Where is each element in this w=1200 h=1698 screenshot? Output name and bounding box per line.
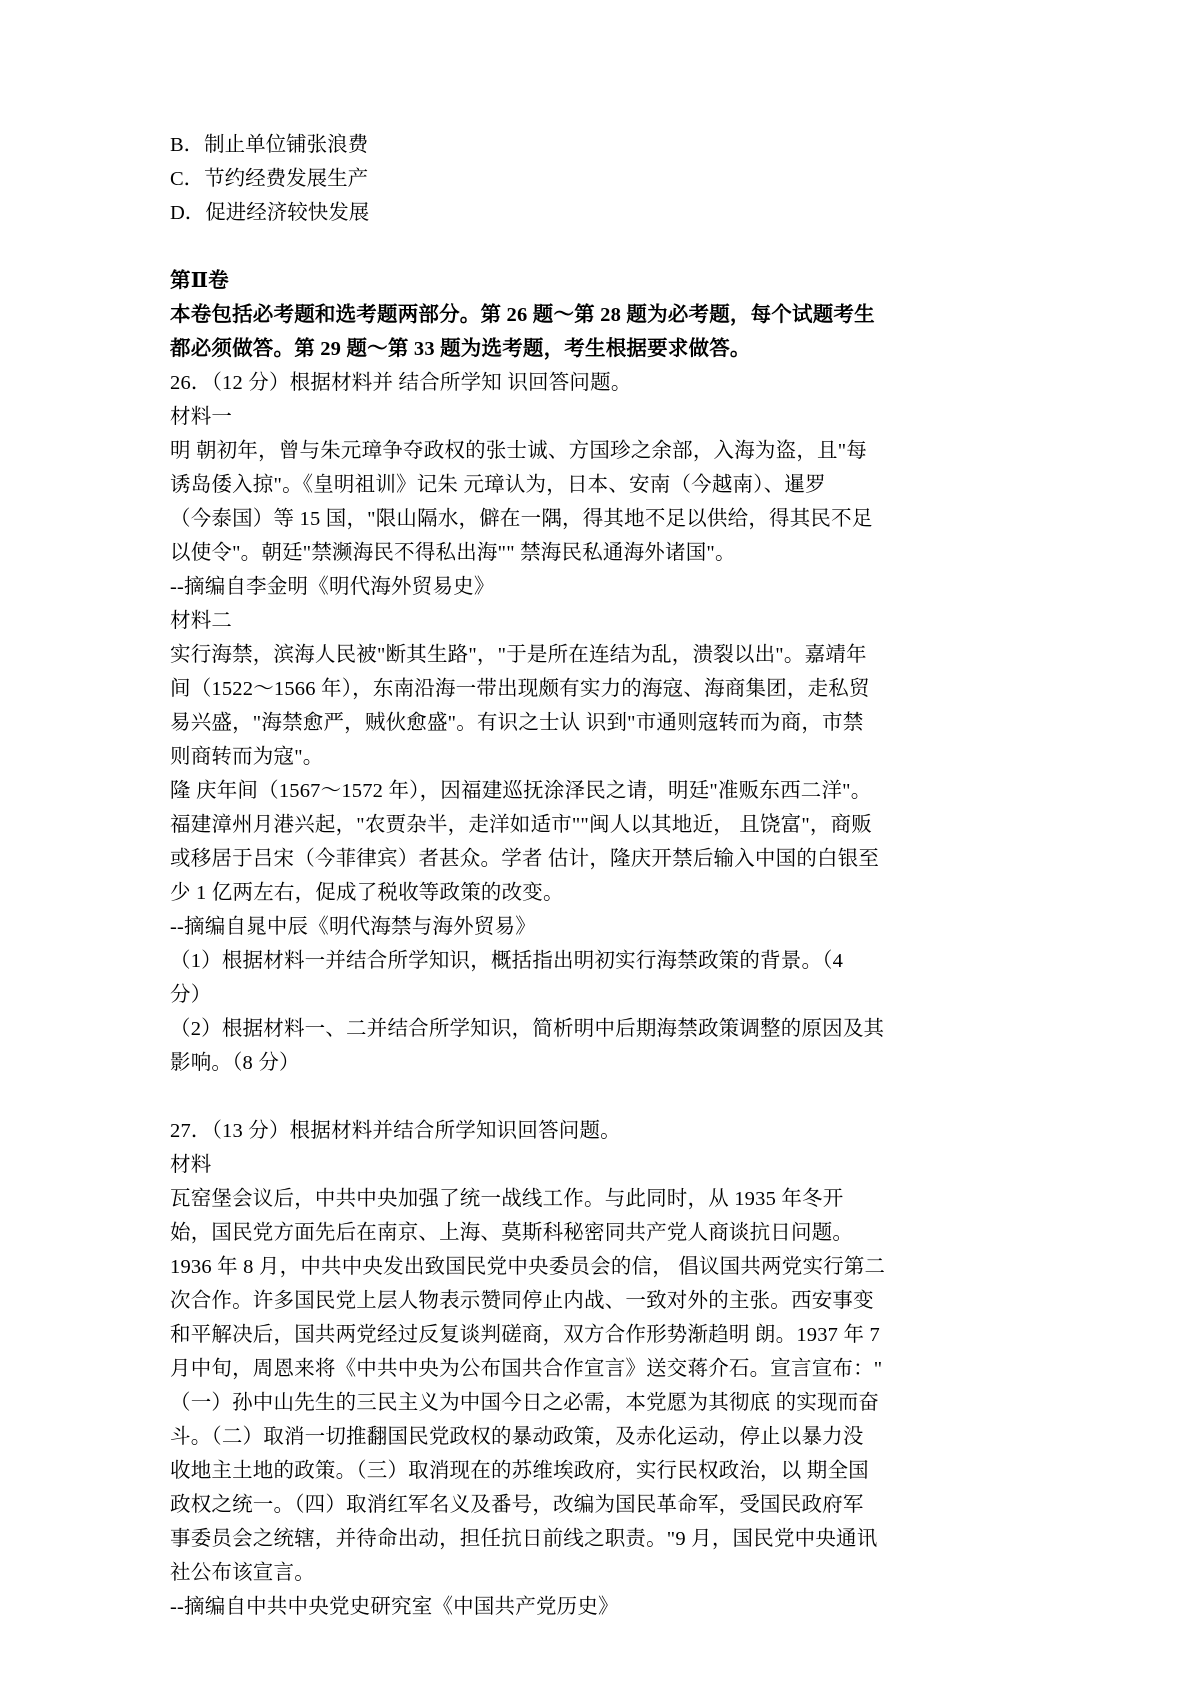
spacer — [170, 230, 1030, 264]
question-26-sub-1-line-2: 分） — [170, 984, 212, 1006]
question-26-material-2-line-8: 少 1 亿两左右，促成了税收等政策的改变。 — [170, 882, 564, 904]
question-27-material-line-9: 收地主土地的政策。（三）取消现在的苏维埃政府，实行民权政治，以 期全国 — [170, 1460, 869, 1482]
section-instruction-line-2: 都必须做答。第 29 题～第 33 题为选考题，考生根据要求做答。 — [170, 338, 751, 360]
question-26-material-1-line-3: （今泰国）等 15 国，"限山隔水，僻在一隅，得其地不足以供给，得其民不足 — [170, 508, 873, 530]
section-instructions — [170, 298, 1030, 366]
question-26-material-2-line-2: 间（1522～1566 年），东南沿海一带出现颇有实力的海寇、海商集团，走私贸 — [170, 678, 870, 700]
question-26-material-2-line-7: 或移居于吕宋（今菲律宾）者甚众。学者 估计，隆庆开禁后输入中国的白银至 — [170, 848, 880, 870]
question-26-material-2-source: --摘编自晁中辰《明代海禁与海外贸易》 — [170, 916, 536, 938]
question-26-material-1-line-1: 明 朝初年，曾与朱元璋争夺政权的张士诚、方国珍之余部，入海为盗，且"每 — [170, 440, 867, 462]
question-26-material-1-source: --摘编自李金明《明代海外贸易史》 — [170, 576, 495, 598]
question-26-material-2-line-1: 实行海禁，滨海人民被"断其生路"，"于是所在连结为乱，溃裂以出"。嘉靖年 — [170, 644, 867, 666]
question-26-material-2-line-3: 易兴盛，"海禁愈严，贼伙愈盛"。有识之士认 识到"市通则寇转而为商，市禁 — [170, 712, 864, 734]
question-26 — [170, 366, 1030, 1080]
question-27-source: --摘编自中共中央党史研究室《中国共产党历史》 — [170, 1596, 619, 1618]
question-26-material-2-line-4: 则商转而为寇"。 — [170, 746, 324, 768]
section-instruction-line-1: 本卷包括必考题和选考题两部分。第 26 题～第 28 题为必考题，每个试题考生 — [170, 304, 875, 326]
question-27-material-line-12: 社公布该宣言。 — [170, 1562, 315, 1584]
question-27-material-line-8: 斗。（二）取消一切推翻国民党政权的暴动政策，及赤化运动，停止以暴力没 — [170, 1426, 864, 1448]
question-27 — [170, 1114, 1030, 1624]
option-b: B．制止单位铺张浪费 — [170, 134, 369, 156]
question-27-stem: 27．（13 分）根据材料并结合所学知识回答问题。 — [170, 1120, 621, 1142]
question-26-material-2-label: 材料二 — [170, 610, 233, 632]
spacer — [170, 1080, 1030, 1114]
section-heading: 第Ⅱ卷 — [170, 270, 229, 292]
question-26-stem: 26．（12 分）根据材料并 结合所学知 识回答问题。 — [170, 372, 632, 394]
question-26-sub-2-line-2: 影响。（8 分） — [170, 1052, 300, 1074]
option-c: C．节约经费发展生产 — [170, 168, 369, 190]
question-27-material-line-2: 始，国民党方面先后在南京、上海、莫斯科秘密同共产党人商谈抗日问题。 — [170, 1222, 854, 1244]
question-26-sub-2-line-1: （2）根据材料一、二并结合所学知识，简析明中后期海禁政策调整的原因及其 — [170, 1018, 885, 1040]
question-27-material-line-6: 月中旬，周恩来将《中共中央为公布国共合作宣言》送交蒋介石。宣言宣布：" — [170, 1358, 883, 1380]
question-27-material-line-3: 1936 年 8 月，中共中央发出致国民党中央委员会的信， 倡议国共两党实行第二 — [170, 1256, 886, 1278]
question-27-material-line-10: 政权之统一。（四）取消红军名义及番号，改编为国民革命军，受国民政府军 — [170, 1494, 864, 1516]
question-27-material-line-5: 和平解决后，国共两党经过反复谈判磋商，双方合作形势渐趋明 朗。1937 年 7 — [170, 1324, 880, 1346]
question-27-material-line-1: 瓦窑堡会议后，中共中央加强了统一战线工作。与此同时，从 1935 年冬开 — [170, 1188, 844, 1210]
question-27-material-line-11: 事委员会之统辖，并待命出动，担任抗日前线之职责。"9 月，国民党中央通讯 — [170, 1528, 878, 1550]
question-26-material-1-label: 材料一 — [170, 406, 233, 428]
options-group — [170, 128, 1030, 230]
question-27-material-line-4: 次合作。许多国民党上层人物表示赞同停止内战、一致对外的主张。西安事变 — [170, 1290, 874, 1312]
question-27-material-label: 材料 — [170, 1154, 212, 1176]
option-d: D．促进经济较快发展 — [170, 202, 370, 224]
question-27-material-line-7: （一）孙中山先生的三民主义为中国今日之必需，本党愿为其彻底 的实现而奋 — [170, 1392, 880, 1414]
question-26-material-1-line-4: 以使令"。朝廷"禁濒海民不得私出海"" 禁海民私通海外诸国"。 — [170, 542, 736, 564]
question-26-material-2-line-6: 福建漳州月港兴起，"农贾杂半，走洋如适市""闽人以其地近， 且饶富"，商贩 — [170, 814, 872, 836]
question-26-material-2-line-5: 隆 庆年间（1567～1572 年），因福建巡抚涂泽民之请，明廷"准贩东西二洋"。 — [170, 780, 872, 802]
question-26-sub-1-line-1: （1）根据材料一并结合所学知识，概括指出明初实行海禁政策的背景。（4 — [170, 950, 844, 972]
question-26-material-1-line-2: 诱岛倭入掠"。《皇明祖训》记朱 元璋认为，日本、安南（今越南）、暹罗 — [170, 474, 826, 496]
